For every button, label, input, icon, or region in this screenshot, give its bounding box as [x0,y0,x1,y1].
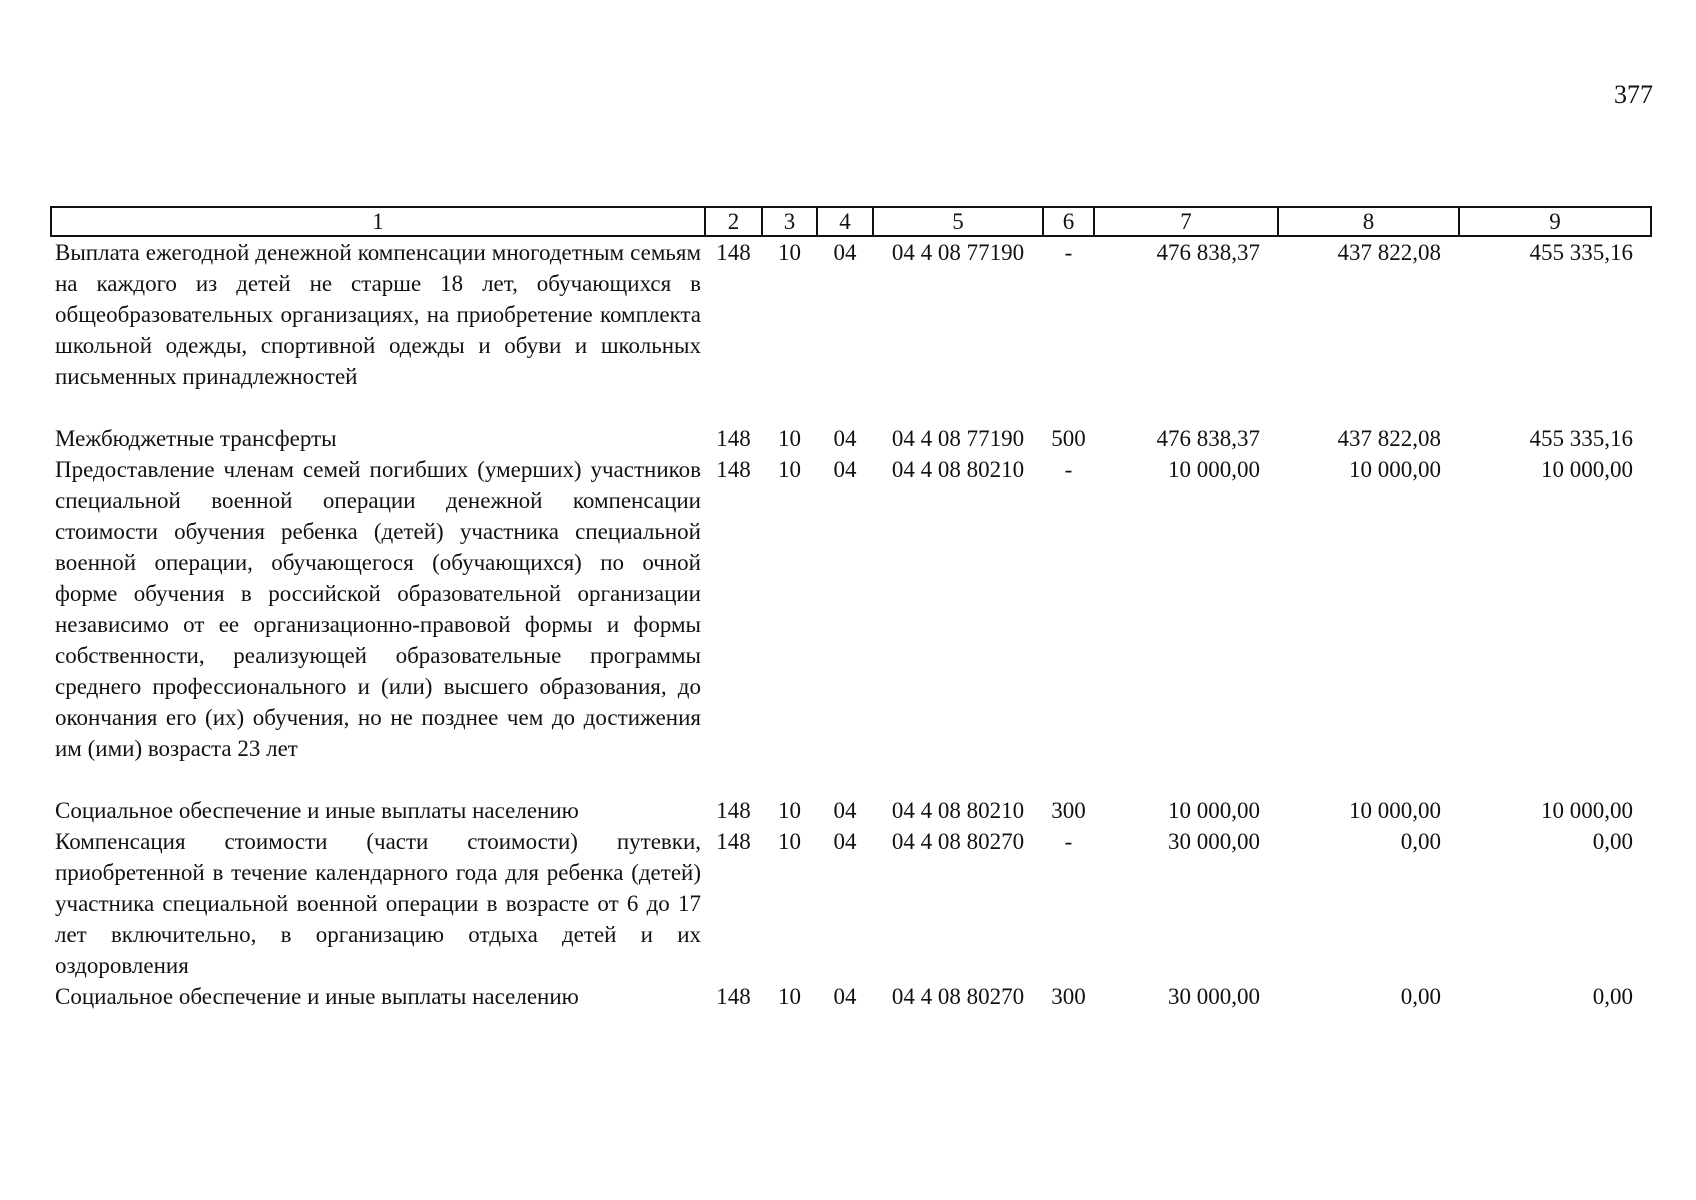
row-target-article: 04 4 08 80270 [891,984,1025,1009]
table-header-row [51,207,1651,236]
row-amount-col8: 437 822,08 [1337,240,1441,265]
row-subsection: 04 [833,426,857,451]
table-row [51,236,1651,423]
header-col-2: 2 [705,207,762,236]
header-col-9: 9 [1459,207,1651,236]
row-section: 10 [778,829,801,854]
row-section: 10 [778,984,801,1009]
row-expense-type: 500 [1051,426,1086,451]
header-col-1: 1 [51,207,705,236]
row-target-article: 04 4 08 80210 [891,798,1025,823]
row-amount-col7: 10 000,00 [1168,798,1260,823]
row-amount-col8: 0,00 [1400,829,1441,854]
header-col-6: 6 [1043,207,1094,236]
row-amount-col9: 0,00 [1592,829,1633,854]
row-amount-col8: 10 000,00 [1349,798,1441,823]
row-amount-col7: 476 838,37 [1156,426,1260,451]
row-section: 10 [778,457,801,482]
row-name: Предоставление членам семей погибших (умерших) участников специальной военной операции денежной компенсации стоимости обучения ребенка (детей) участника специальной военной операции, обучающегося (обучающихся) по очной форме обучения в российской образовательной организации независимо от ее организационно-правовой формы и формы собственности, реализующей образовательные программы среднего профессионального и (или) высшего образования, до окончания его (их) обучения, но не позднее чем до достижения им (ими) возраста 23 лет [55,457,701,761]
row-admin-code: 148 [716,240,751,265]
table-row [51,454,1651,795]
row-subsection: 04 [833,798,857,823]
row-subsection: 04 [833,829,857,854]
row-amount-col7: 30 000,00 [1168,984,1260,1009]
row-name: Компенсация стоимости (части стоимости) путевки, приобретенной в течение календарного года для ребенка (детей) участника специальной военной операции в возрасте от 6 до 17 лет включительно, в организацию отдыха детей и их оздоровления [55,829,701,978]
table-row [51,826,1651,981]
header-col-5: 5 [873,207,1043,236]
row-name: Социальное обеспечение и иные выплаты населению [55,798,579,823]
row-target-article: 04 4 08 77190 [891,240,1025,265]
row-section: 10 [778,798,801,823]
row-target-article: 04 4 08 80210 [891,457,1025,482]
row-target-article: 04 4 08 77190 [891,426,1025,451]
row-admin-code: 148 [716,829,751,854]
row-target-article: 04 4 08 80270 [891,829,1025,854]
row-expense-type: 300 [1051,984,1086,1009]
row-amount-col9: 10 000,00 [1541,798,1633,823]
table-row [51,423,1651,454]
row-section: 10 [778,240,801,265]
row-expense-type: 300 [1051,798,1086,823]
table-row [51,795,1651,826]
row-subsection: 04 [833,457,857,482]
row-admin-code: 148 [716,426,751,451]
row-expense-type: - [1064,829,1073,854]
row-amount-col9: 10 000,00 [1541,457,1633,482]
row-section: 10 [778,426,801,451]
header-col-8: 8 [1278,207,1459,236]
table-row [51,981,1651,1012]
row-amount-col8: 437 822,08 [1337,426,1441,451]
row-name: Выплата ежегодной денежной компенсации многодетным семьям на каждого из детей не старше 18 лет, обучающихся в общеобразовательных организациях, на приобретение комплекта школьной одежды, спортивной одежды и обуви и школьных письменных принадлежностей [55,240,701,389]
row-expense-type: - [1064,457,1073,482]
row-amount-col9: 0,00 [1592,984,1633,1009]
row-name: Социальное обеспечение и иные выплаты населению [55,984,579,1009]
header-col-4: 4 [817,207,873,236]
row-amount-col8: 0,00 [1400,984,1441,1009]
row-expense-type: - [1064,240,1073,265]
row-amount-col7: 30 000,00 [1168,829,1260,854]
row-subsection: 04 [833,240,857,265]
row-amount-col7: 10 000,00 [1168,457,1260,482]
row-amount-col8: 10 000,00 [1349,457,1441,482]
row-admin-code: 148 [716,457,751,482]
row-admin-code: 148 [716,984,751,1009]
row-amount-col9: 455 335,16 [1529,240,1633,265]
row-amount-col7: 476 838,37 [1156,240,1260,265]
row-amount-col9: 455 335,16 [1529,426,1633,451]
budget-table [50,206,1652,1012]
header-col-3: 3 [762,207,817,236]
header-col-7: 7 [1094,207,1278,236]
row-name: Межбюджетные трансферты [55,426,337,451]
row-subsection: 04 [833,984,857,1009]
page-number: 377 [1614,80,1653,109]
row-admin-code: 148 [716,798,751,823]
